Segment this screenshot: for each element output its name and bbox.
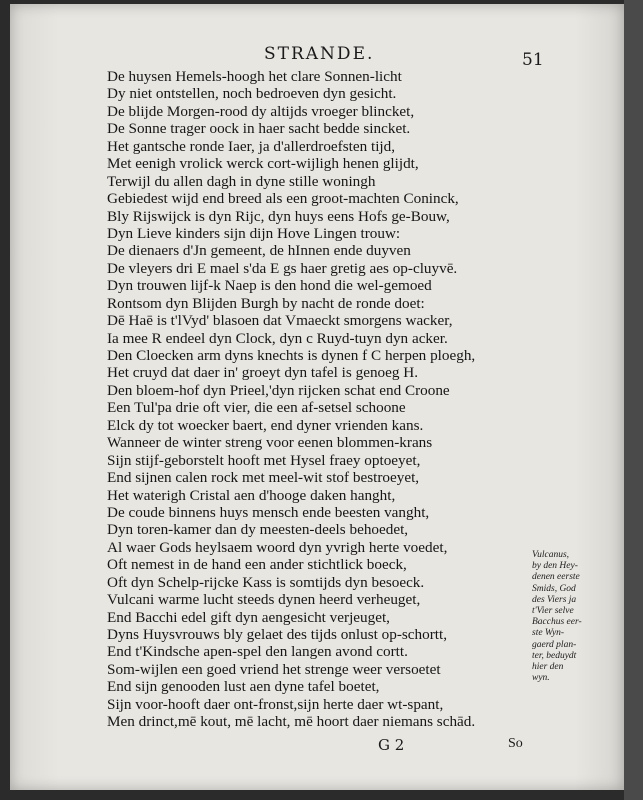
page-edge-shadow <box>624 0 643 800</box>
verse-line: De vleyers dri E mael s'da E gs haer gretig aes op-cluyvē. <box>107 259 458 277</box>
verse-line: Som-wijlen een goed vriend het strenge weer versoetet <box>107 660 441 678</box>
margin-note-line: wyn. <box>532 673 550 684</box>
verse-line: Sijn stijf-geborstelt hooft met Hysel fraey optoeyet, <box>107 451 421 469</box>
verse-line: Elck dy tot woecker baert, end dyner vrienden kans. <box>107 416 424 434</box>
verse-line: End t'Kindsche apen-spel den langen avond cortt. <box>107 643 408 661</box>
margin-note-line: gaerd plan- <box>532 639 577 650</box>
margin-note <box>532 550 608 684</box>
verse-line: Dyn trouwen lijf-k Naep is den hond die wel-gemoed <box>107 277 432 295</box>
verse-line: Rontsom dyn Blijden Burgh by nacht de ronde doet: <box>107 294 425 312</box>
verse-line: Den Cloecken arm dyns knechts is dynen f C herpen ploegh, <box>107 347 476 364</box>
verse-line: End sijnen calen rock met meel-wit stof bestroeyet, <box>107 469 420 487</box>
verse-line: Gebiedest wijd end breed als een groot-machten Coninck, <box>107 190 459 208</box>
verse-line: Het waterigh Cristal aen d'hooge daken hanght, <box>107 486 396 504</box>
verse-line: Al waer Gods heylsaem woord dyn yvrigh herte voedet, <box>107 538 448 556</box>
verse-line: End Bacchi edel gift dyn aengesicht verjeuget, <box>107 608 390 626</box>
margin-note-line: Vulcanus, <box>532 550 570 560</box>
verse-line: De dienaers d'Jn gemeent, de hInnen ende duyven <box>107 242 411 260</box>
verse-line: Het gantsche ronde Iaer, ja d'allerdroefsten tijd, <box>107 137 396 155</box>
margin-note-line: Bacchus eer- <box>532 617 582 628</box>
verse-line: De coude binnens huys mensch ende beesten vanght, <box>107 503 430 521</box>
catchword: So <box>508 736 523 751</box>
verse-line: Dē Haē is t'lVyd' blasoen dat Vmaeckt smorgens wacker, <box>107 312 453 330</box>
poem-text <box>107 68 537 731</box>
verse-line: Dyns Huysvrouws bly gelaet des tijds onlust op-schortt, <box>107 626 448 643</box>
verse-line: Dy niet ontstellen, noch bedroeven dyn gesicht. <box>107 85 397 103</box>
verse-line: End sijn genooden lust aen dyne tafel boetet, <box>107 678 380 696</box>
verse-line: Terwijl du allen dagh in dyne stille woningh <box>107 172 376 190</box>
verse-line: Het cruyd dat daer in' groeyt dyn tafel is genoeg H. <box>107 364 419 382</box>
margin-note-line: ter, beduydt <box>532 650 577 661</box>
verse-line: De huysen Hemels-hoogh het clare Sonnen-licht <box>107 68 402 85</box>
verse-line: Wanneer de winter streng voor eenen blommen-krans <box>107 434 433 452</box>
verse-line: Ia mee R endeel dyn Clock, dyn c Ruyd-tuyn dyn acker. <box>107 329 448 347</box>
verse-line: Dyn Lieve kinders sijn dijn Hove Lingen trouw: <box>107 224 401 242</box>
verse-line: Sijn voor-hooft daer ont-fronst,sijn herte daer wt-spant, <box>107 695 444 713</box>
verse-line: Oft nemest in de hand een ander stichtlick boeck, <box>107 556 407 574</box>
page-number: 51 <box>522 50 544 70</box>
margin-note-line: hier den <box>532 661 564 672</box>
signature-mark: G 2 <box>378 736 405 754</box>
verse-line: Dyn toren-kamer dan dy meesten-deels behoedet, <box>107 521 409 539</box>
running-head: STRANDE. <box>264 44 375 64</box>
margin-note-line: by den Hey- <box>532 561 578 572</box>
verse-line: Bly Rijswijck is dyn Rijc, dyn huys eens Hofs ge-Bouw, <box>107 207 450 225</box>
margin-note-line: denen eerste <box>532 572 580 583</box>
verse-line: Vulcani warme lucht steeds dynen heerd verheuget, <box>107 591 421 609</box>
margin-note-line: t'Vier selve <box>532 605 574 616</box>
verse-line: Den bloem-hof dyn Prieel,'dyn rijcken schat end Croone <box>107 381 450 399</box>
margin-note-line: des Viers ja <box>532 594 577 605</box>
verse-line: De Sonne trager oock in haer sacht bedde sincket. <box>107 120 411 138</box>
verse-line: Met eenigh vrolick werck cort-wijligh henen glijdt, <box>107 155 419 173</box>
margin-note-line: Smids, God <box>532 583 576 594</box>
verse-line: Men drinct,mē kout, mē lacht, mē hoort daer niemans schād. <box>107 713 476 731</box>
verse-line: Een Tul'pa drie oft vier, die een af-setsel schoone <box>107 399 406 417</box>
verse-line: De blijde Morgen-rood dy altijds vroeger blincket, <box>107 102 415 120</box>
verse-line: Oft dyn Schelp-rijcke Kass is somtijds dyn besoeck. <box>107 573 425 591</box>
margin-note-line: ste Wyn- <box>532 628 565 639</box>
